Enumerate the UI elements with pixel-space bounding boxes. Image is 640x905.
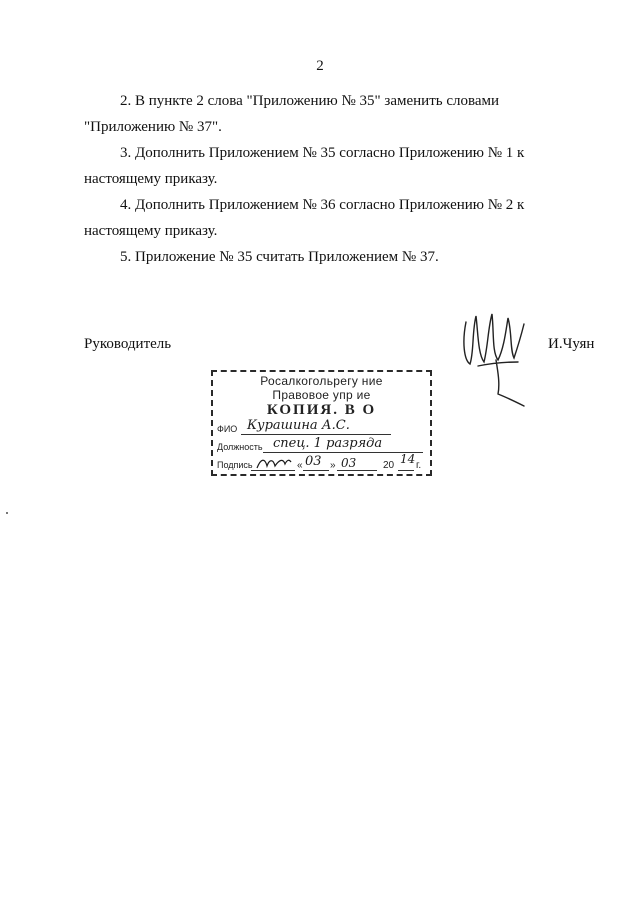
stamp-date-quote-open: « xyxy=(297,460,303,471)
paragraph-line: 4. Дополнить Приложением № 36 согласно Приложению № 2 к xyxy=(120,197,525,213)
handwritten-signature xyxy=(458,302,532,410)
stamp-date-year-rule xyxy=(398,470,414,471)
stamp-fio-rule xyxy=(241,434,391,435)
stamp-date-day: 03 xyxy=(305,454,322,469)
stamp-date-month-rule xyxy=(337,470,377,471)
stamp-fio-label: ФИО xyxy=(217,424,238,434)
signatory-title: Руководитель xyxy=(84,336,172,352)
stamp-handwritten-signature xyxy=(255,456,293,470)
stamp-position-label: Должность xyxy=(217,442,263,452)
paragraph-line: 2. В пункте 2 слова "Приложению № 35" заменить словами xyxy=(120,93,500,109)
stamp-date-month: 03 xyxy=(341,456,357,470)
stamp-date-year-tail: г. xyxy=(416,460,422,471)
paragraph-line: 3. Дополнить Приложением № 35 согласно Приложению № 1 к xyxy=(120,145,525,161)
page-number: 2 xyxy=(316,58,324,74)
paragraph-item-3 xyxy=(84,140,599,192)
stamp-position-value: спец. 1 разряда xyxy=(273,436,383,451)
stamp-signature-label: Подпись xyxy=(217,460,253,470)
stamp-signature-rule xyxy=(251,470,295,471)
stamp-organization: Росалкогольрегу ние xyxy=(260,374,383,388)
paragraph-line: 5. Приложение № 35 считать Приложением № 37. xyxy=(120,249,439,265)
paragraph-item-2 xyxy=(84,88,599,140)
signatory-name: И.Чуян xyxy=(548,336,595,352)
paragraph-item-4 xyxy=(84,192,599,244)
stamp-date-year-suffix: 14 xyxy=(400,452,416,466)
stamp-department: Правовое упр ие xyxy=(272,388,371,402)
stamp-copy-label: КОПИЯ. В О xyxy=(266,402,377,418)
stamp-position-rule xyxy=(263,452,423,453)
paragraph-line: "Приложению № 37". xyxy=(84,119,222,135)
copy-stamp xyxy=(211,370,432,476)
stamp-date-year-prefix: 20 xyxy=(383,460,395,471)
scan-speck xyxy=(6,512,8,514)
paragraph-line: настоящему приказу. xyxy=(84,171,218,187)
stamp-date-quote-close: » xyxy=(330,460,336,471)
stamp-fio-value: Курашина А.С. xyxy=(247,418,350,433)
paragraph-item-5 xyxy=(84,244,599,270)
paragraph-line: настоящему приказу. xyxy=(84,223,218,239)
stamp-date-day-rule xyxy=(303,470,329,471)
